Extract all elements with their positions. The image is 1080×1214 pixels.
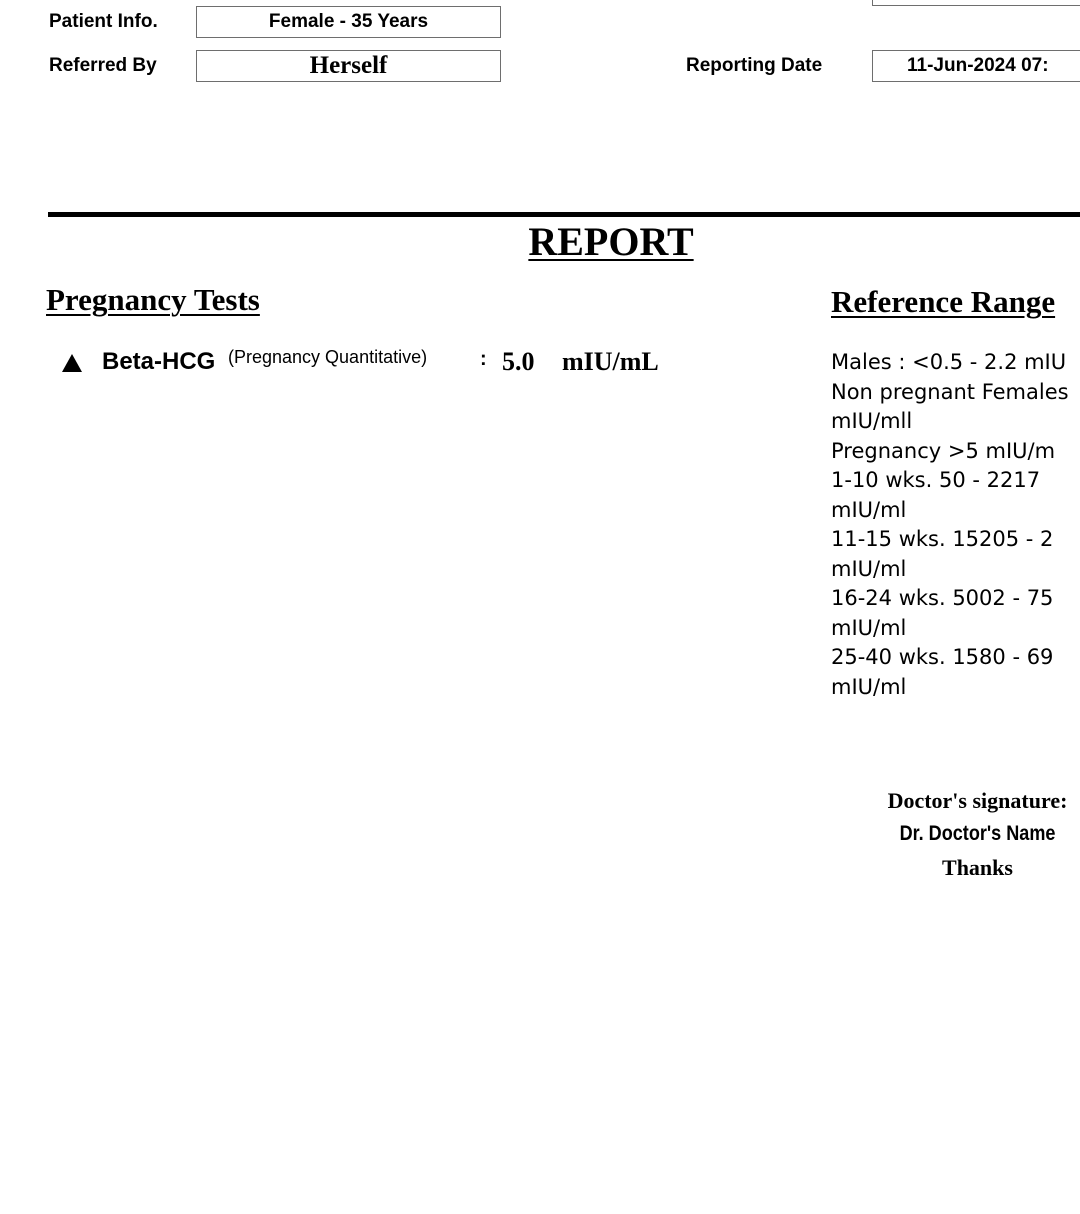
report-title: REPORT <box>528 219 694 264</box>
section-divider <box>48 212 1080 217</box>
reference-line: mIU/ml <box>831 497 907 522</box>
test-result-unit: mIU/mL <box>562 347 659 376</box>
reference-line: 25-40 wks. 1580 - 69 <box>831 645 1054 669</box>
reporting-date-label: Reporting Date <box>686 55 823 76</box>
reference-line: mIU/ml <box>831 674 907 699</box>
tests-heading: Pregnancy Tests <box>46 282 260 317</box>
doctor-name: Dr. Doctor's Name <box>899 822 1056 845</box>
reference-line: mIU/ml <box>831 615 907 640</box>
referred-by-value: Herself <box>196 50 501 82</box>
reference-line: Males : <0.5 - 2.2 mIU <box>831 350 1067 374</box>
triangle-up-icon <box>62 354 82 372</box>
reference-line: 16-24 wks. 5002 - 75 <box>831 586 1054 610</box>
test-separator: : <box>480 348 487 370</box>
test-result-value: 5.0 <box>502 347 535 376</box>
top-field-box-partial <box>872 0 1080 6</box>
reference-line: Pregnancy >5 mIU/m <box>831 438 1056 463</box>
test-subtitle: (Pregnancy Quantitative) <box>228 347 428 367</box>
signature-label: Doctor's signature: <box>887 788 1068 813</box>
patient-info-value: Female - 35 Years <box>196 6 501 38</box>
patient-info-label: Patient Info. <box>49 11 158 32</box>
closing-text: Thanks <box>942 855 1013 880</box>
reference-line: 11-15 wks. 15205 - 2 <box>831 527 1054 551</box>
test-name: Beta-HCG <box>102 348 216 375</box>
reference-line: mIU/mll <box>831 409 913 433</box>
reporting-date-value: 11-Jun-2024 07: <box>872 50 1080 82</box>
reference-range-list <box>831 348 1080 702</box>
reference-line: 1-10 wks. 50 - 2217 <box>831 468 1041 492</box>
reference-line: mIU/ml <box>831 556 907 581</box>
reference-line: Non pregnant Females <box>831 379 1069 404</box>
referred-by-label: Referred By <box>49 55 157 76</box>
reference-range-heading: Reference Range <box>831 284 1056 319</box>
